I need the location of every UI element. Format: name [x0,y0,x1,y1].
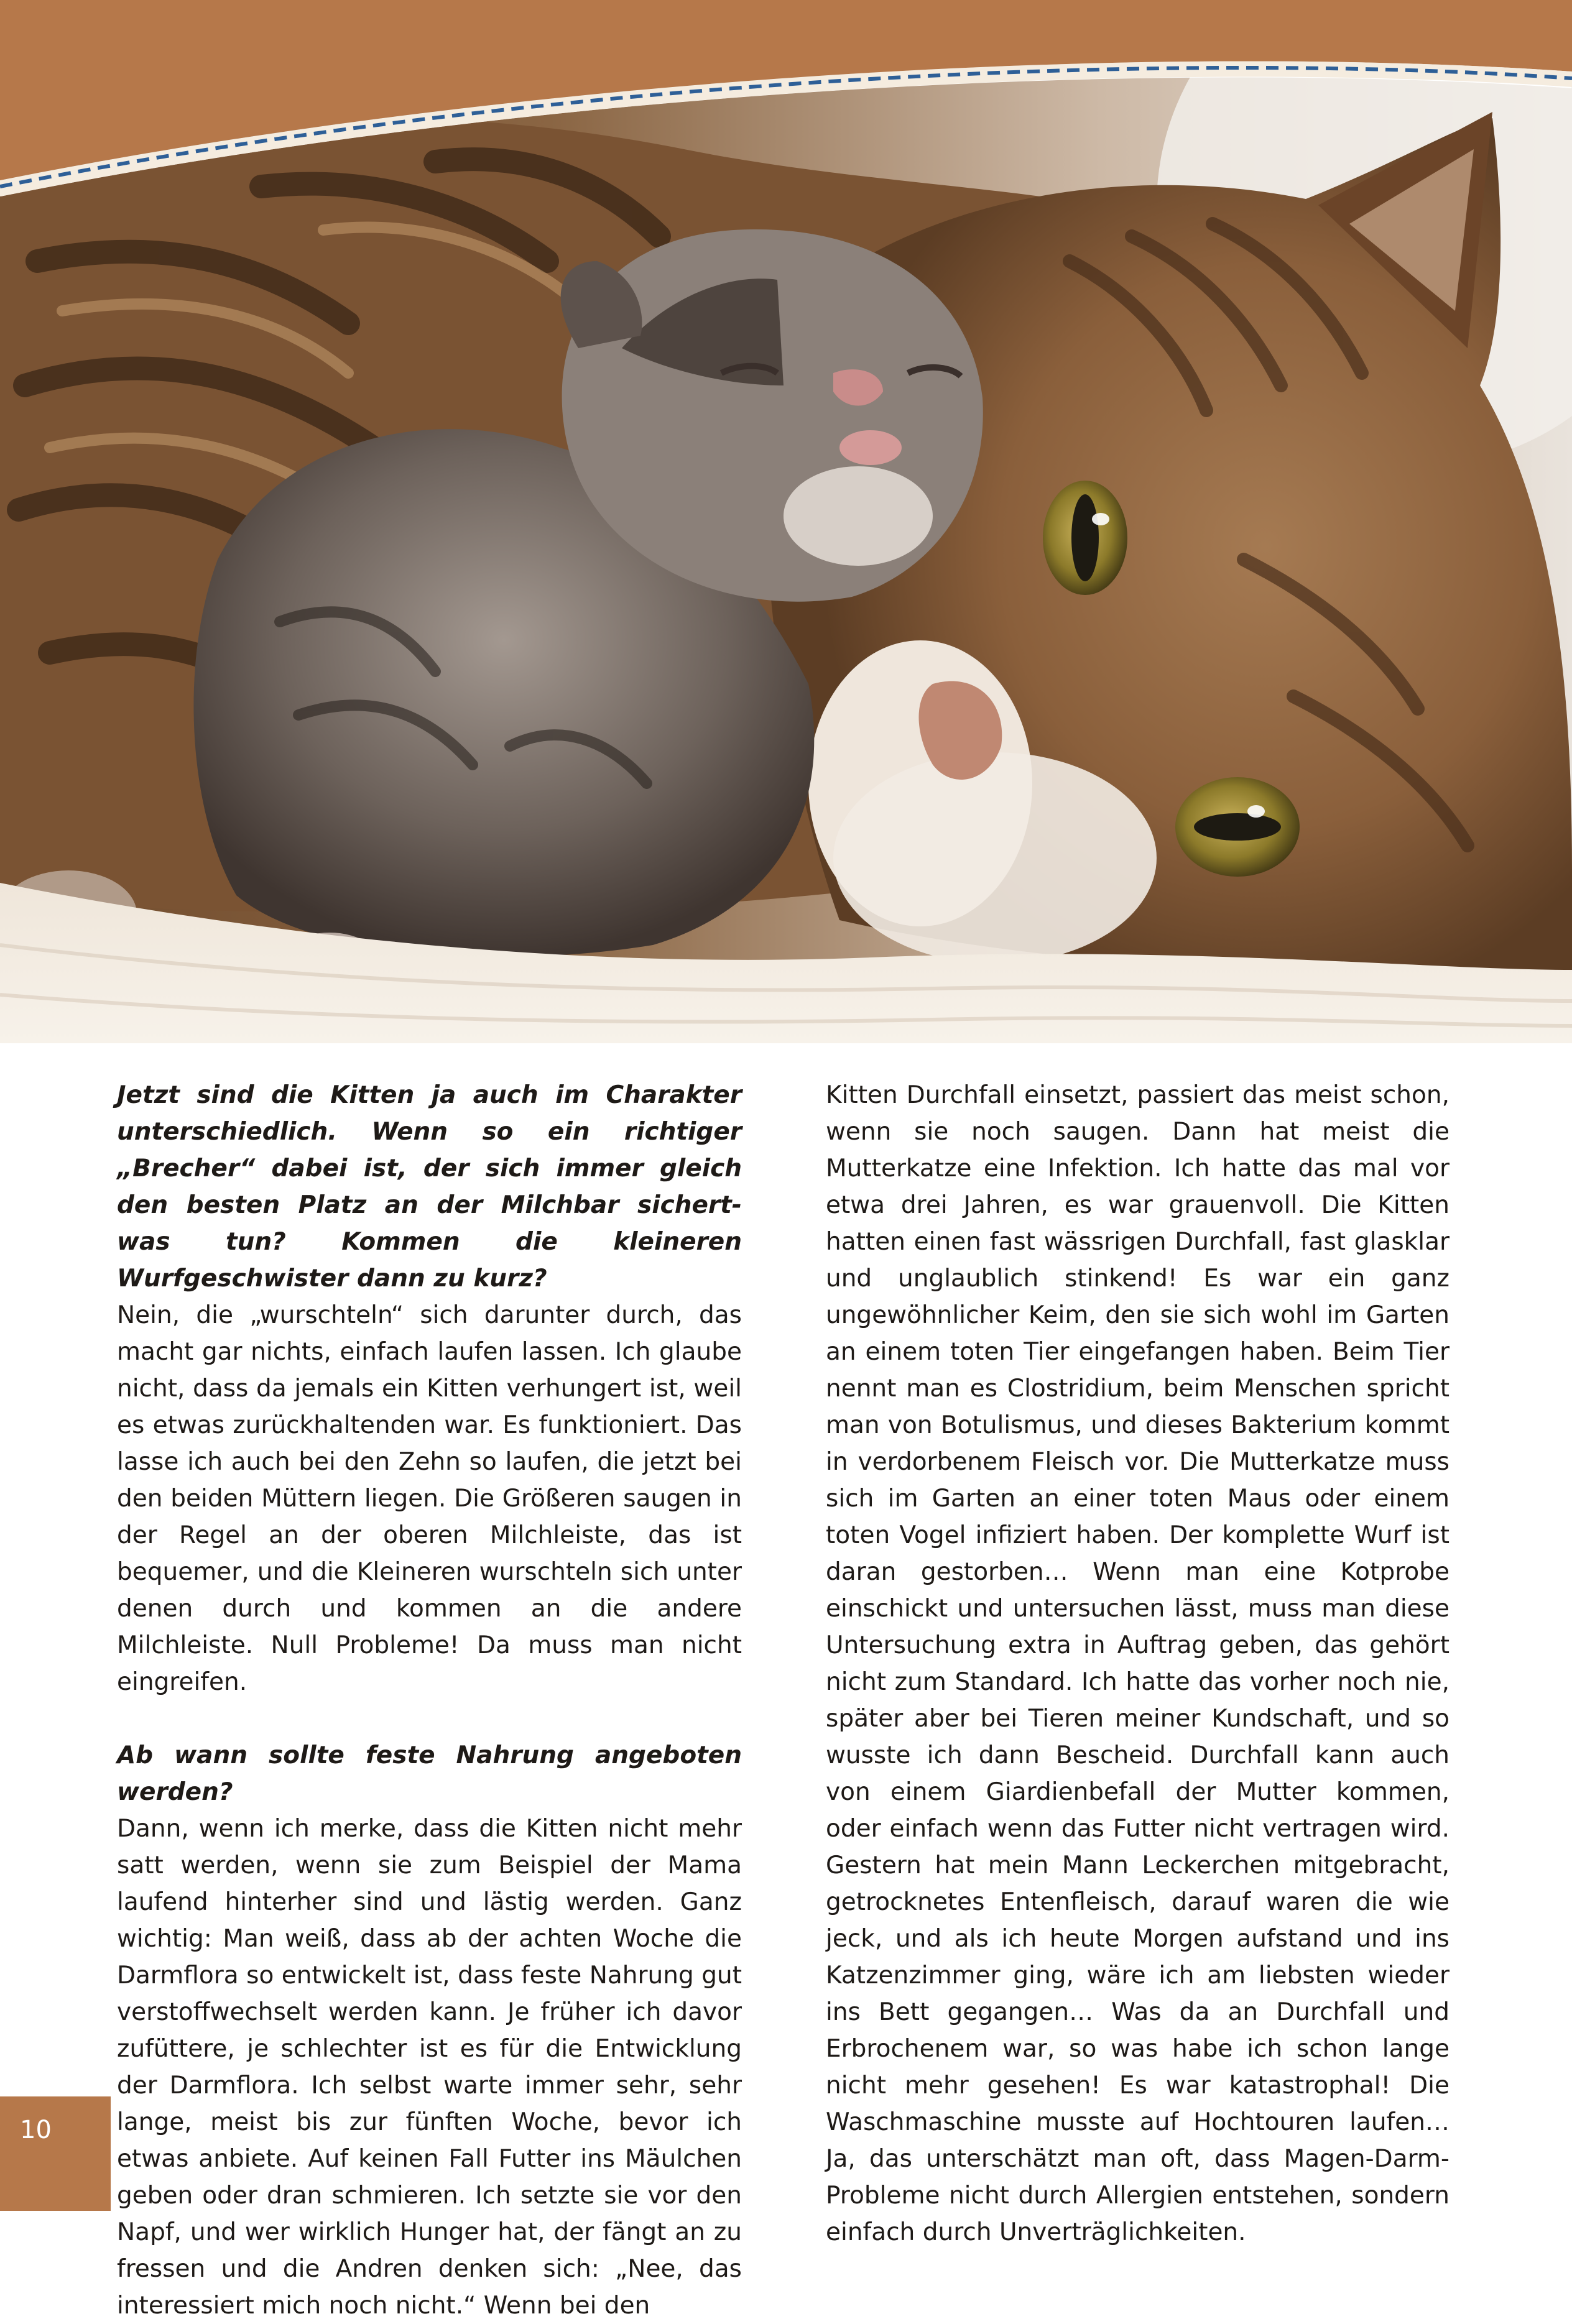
cat-photo [0,0,1572,1043]
interview-answer-continued: Kitten Durchfall einsetzt, passiert das meist schon, wenn sie noch saugen. Dann hat meist die Mutterkatze eine Infektion. Ich hatte das mal vor etwa drei Jahren, es war grauenvoll. Die Kitten hatten einen fast wässrigen Durchfall, fast glasklar und unglaublich stinkend! Es war ein ganz ungewöhnlicher Keim, den sie sich wohl im Garten an einem toten Tier eingefangen haben. Beim Tier nennt man es Clostridium, beim Menschen spricht man von Botulismus, und dieses Bakterium kommt in verdorbenem Fleisch vor. Die Mutterkatze muss sich im Garten an einer toten Maus oder einem toten Vogel infiziert haben. Der komplette Wurf ist daran gestorben… Wenn man eine Kotprobe einschickt und untersuchen lässt, muss man diese Untersuchung extra in Auftrag geben, das gehört nicht zum Standard. Ich hatte das vorher noch nie, später aber bei Tieren meiner Kundschaft, und so wusste ich dann Bescheid. Durchfall kann auch von einem Giardienbefall der Mutter kommen, oder einfach wenn das Futter nicht vertragen wird. Gestern hat mein Mann Leckerchen mitgebracht, getrocknetes Entenfleisch, darauf waren die wie jeck, und als ich heute Morgen aufstand und ins Katzenzimmer ging, wäre ich am liebsten wieder ins Bett gegangen… Was da an Durchfall und Erbrochenem war, so was habe ich schon lange nicht mehr gesehen! Es war katastrophal! Die Waschmaschine musste auf Hochtouren laufen… Ja, das unterschätzt man oft, dass Magen-Darm-Probleme nicht durch Allergien entstehen, sondern einfach durch Unverträglichkeiten. [826,1081,1449,2246]
interview-question: Jetzt sind die Kitten ja auch im Charakter unterschiedlich. Wenn so ein richtiger „Brecher“ dabei ist, der sich immer gleich den besten Platz an der Milchbar sichert- was tun? Kommen die kleineren Wurfgeschwister dann zu kurz? [117,1081,742,1293]
interview-answer: Dann, wenn ich merke, dass die Kitten nicht mehr satt werden, wenn sie zum Beispiel der Mama laufend hinterher sind und lästig werden. Ganz wichtig: Man weiß, dass ab der achten Woche die Darmflora so entwickelt ist, dass feste Nahrung gut verstoffwechselt werden kann. Je früher ich davor zufüttere, je schlechter ist es für die Entwicklung der Darmflora. Ich selbst warte immer sehr, sehr lange, meist bis zur fünften Woche, bevor ich etwas anbiete. Auf keinen Fall Futter ins Mäulchen geben oder dran schmieren. Ich setzte sie vor den Napf, und wer wirklich Hunger hat, der fängt an zu fressen und die Andren denken sich: „Nee, das interessiert mich noch nicht.“ Wenn bei den [117,1815,742,2320]
interview-answer: Nein, die „wurschteln“ sich darunter durch, das macht gar nichts, einfach laufen lassen. Ich glaube nicht, dass da jemals ein Kitten verhungert ist, weil es etwas zurückhaltenden war. Es funktioniert. Das lasse ich auch bei den Zehn so laufen, die jetzt bei den beiden Müttern liegen. Die Größeren saugen in der Regel an der oberen Milchleiste, das ist bequemer, und die Kleineren wurschteln sich unter denen durch und kommen an die andere Milchleiste. Null Probleme! Da muss man nicht eingreifen. [117,1301,742,1696]
interview-question: Ab wann sollte feste Nahrung angeboten werden? [117,1741,742,1806]
page-number: 10 [20,2116,52,2144]
right-column [826,1077,1449,2251]
left-column [117,1077,742,2324]
